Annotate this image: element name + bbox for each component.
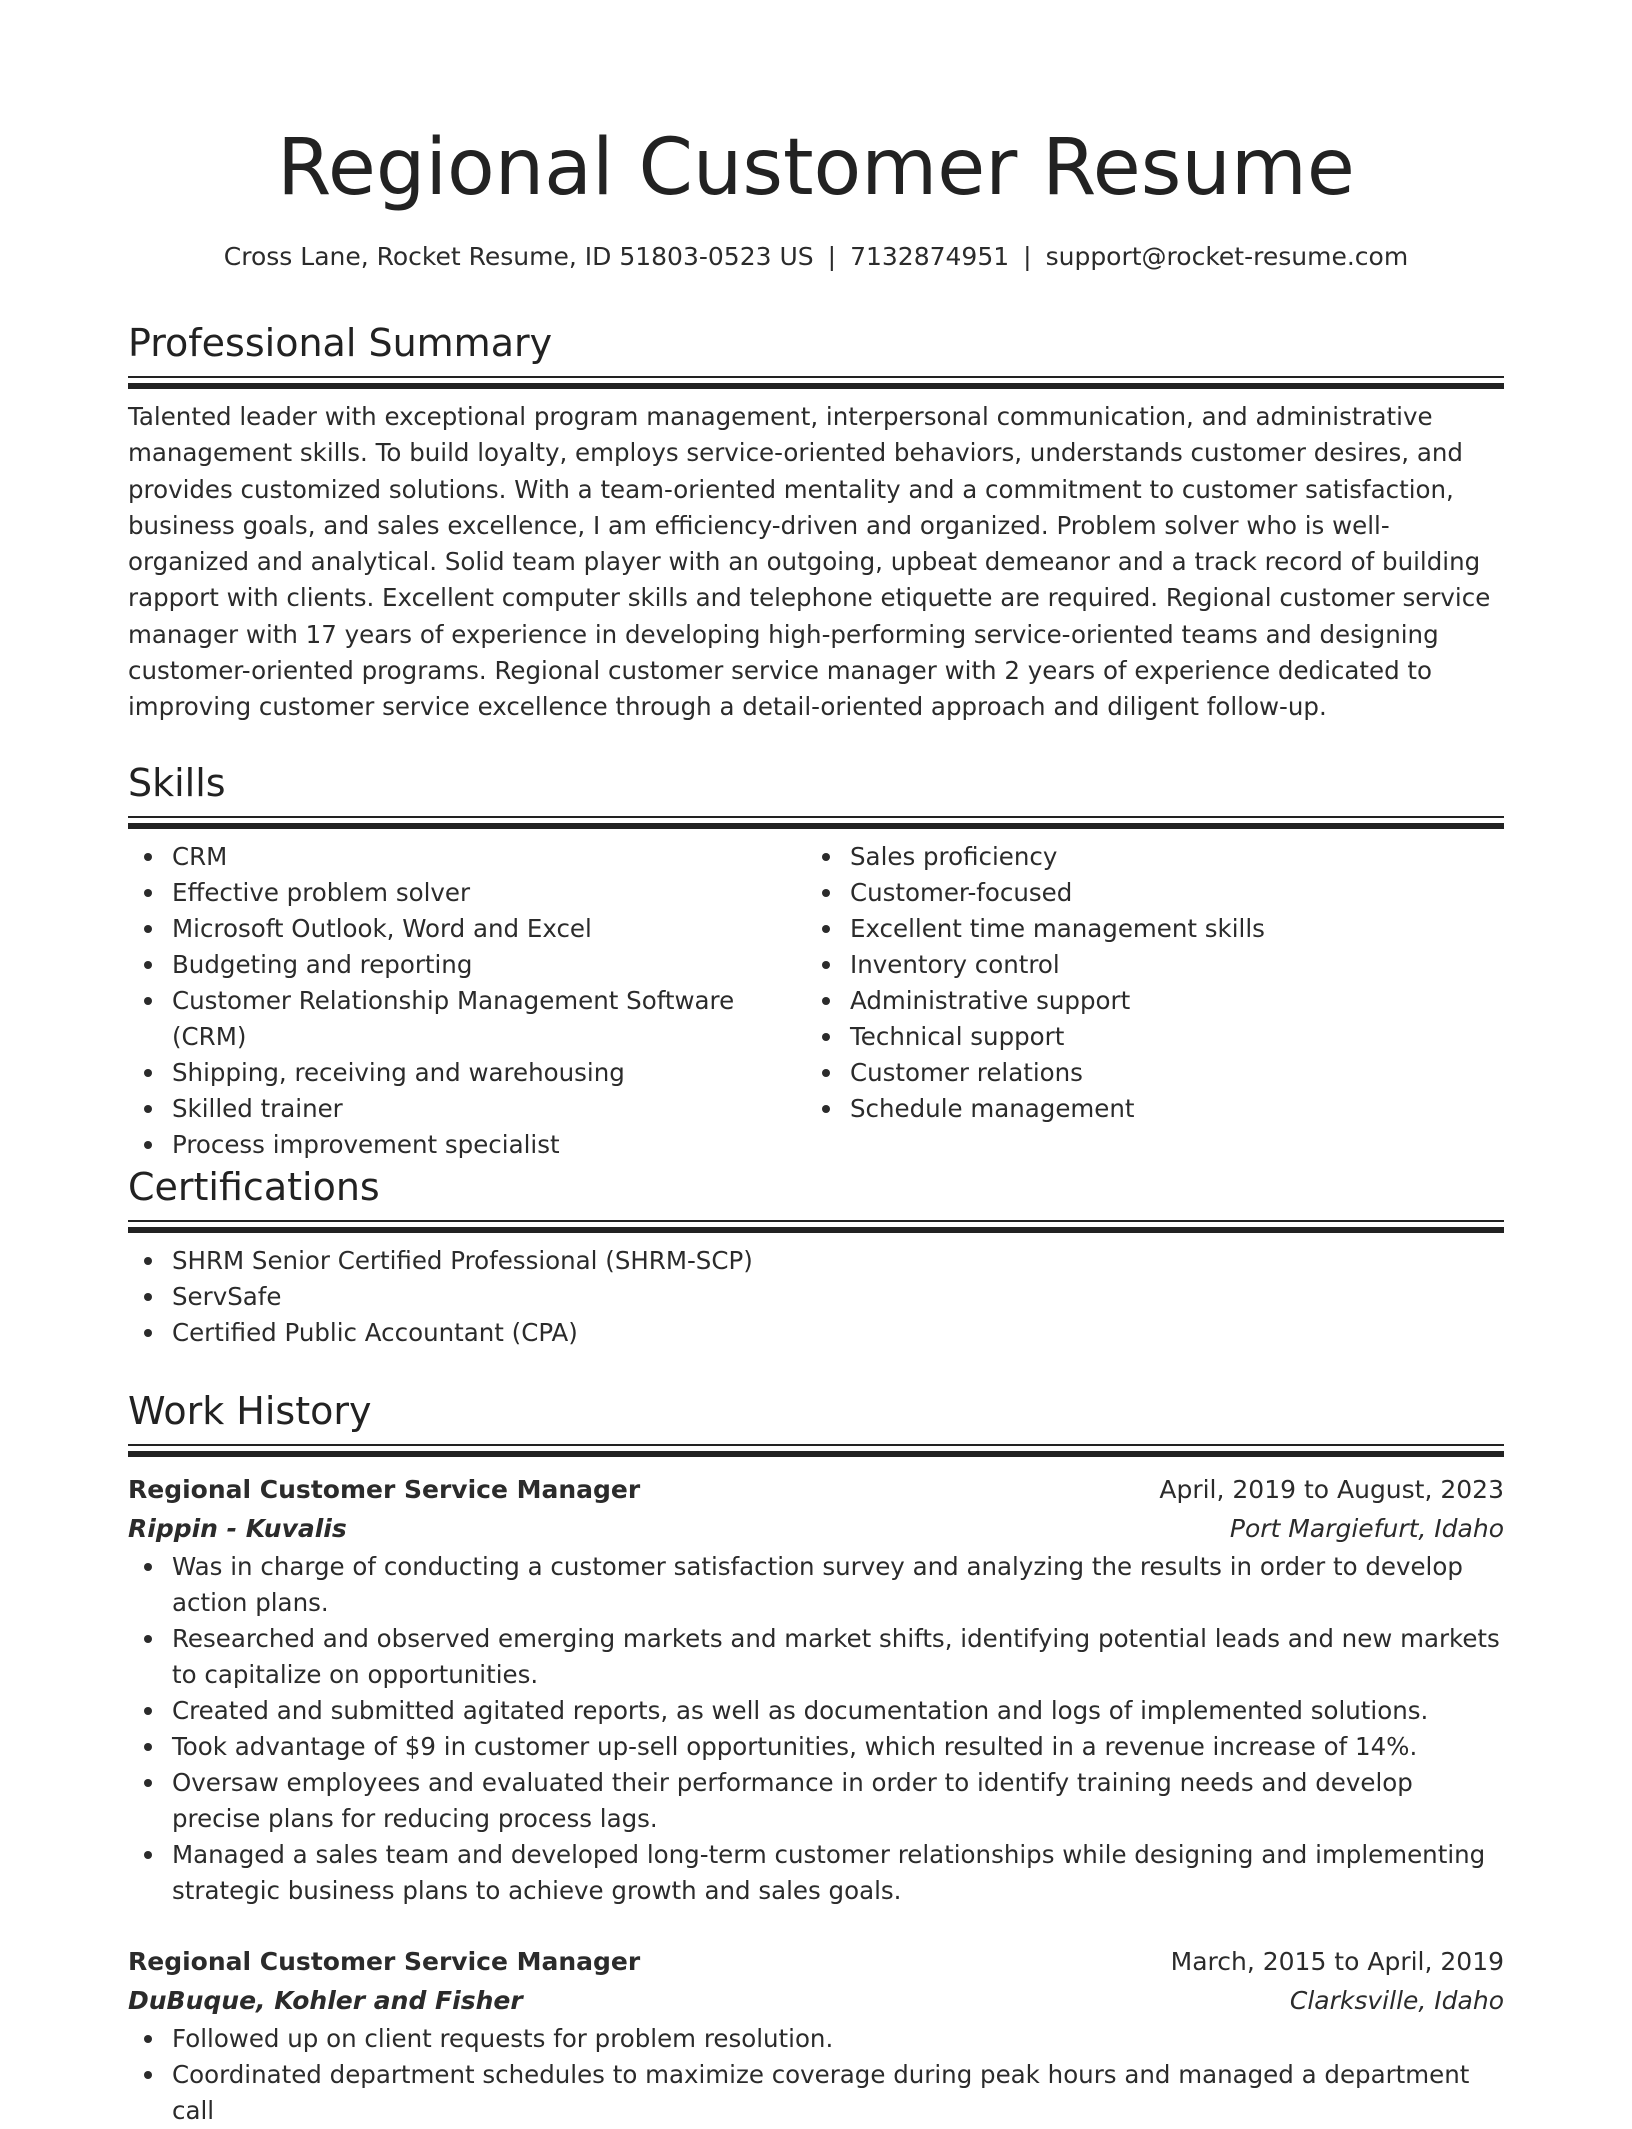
section-divider [128,816,1504,829]
job-dates: April, 2019 to August, 2023 [1159,1475,1504,1504]
skill-item: Customer-focused [806,875,1484,911]
resume-title: Regional Customer Resume [277,123,1355,213]
job-company: DuBuque, Kohler and Fisher [128,1986,523,2015]
summary-text: Talented leader with exceptional program management, interpersonal communication, and administrative management skills. To build loyalty, employs service-oriented behaviors, understands customer desires, and provides customized solutions. With a team-oriented mentality and a commitment to customer satisfaction, business goals, and sales excellence, I am efficiency-driven and organized. Problem solver who is well-organized and analytical. Solid team player with an outgoing, upbeat demeanor and a track record of building rapport with clients. Excellent computer skills and telephone etiquette are required. Regional customer service manager with 17 years of experience in developing high-performing service-oriented teams and designing customer-oriented programs. Regional customer service manager with 2 years of experience dedicated to improving customer service excellence through a detail-oriented approach and diligent follow-up. [128,402,1491,722]
work-history-section [128,1386,1504,2129]
skill-item: Inventory control [806,947,1484,983]
skill-item: Process improvement specialist [128,1127,806,1163]
certifications-list [128,1243,1504,1351]
certification-item: SHRM Senior Certified Professional (SHRM-SCP) [128,1243,1504,1279]
skills-heading: Skills [128,761,226,805]
skills-list-left [128,839,806,1163]
job-bullet: Took advantage of $9 in customer up-sell opportunities, which resulted in a revenue increase of 14%. [128,1729,1504,1765]
job-company: Rippin - Kuvalis [128,1514,347,1543]
section-divider [128,376,1504,389]
skill-item: Customer Relationship Management Software (CRM) [128,983,806,1055]
job-title: Regional Customer Service Manager [128,1947,641,1976]
skill-item: Excellent time management skills [806,911,1484,947]
job-location: Port Margiefurt, Idaho [1229,1514,1504,1543]
contact-address: Cross Lane, Rocket Resume, ID 51803-0523 US [223,242,814,271]
skill-item: Technical support [806,1019,1484,1055]
skill-item: Shipping, receiving and warehousing [128,1055,806,1091]
job-bullet: Was in charge of conducting a customer satisfaction survey and analyzing the results in order to develop action plans. [128,1549,1504,1621]
job-header [128,1943,1504,1981]
skill-item: CRM [128,839,806,875]
contact-phone: 7132874951 [850,242,1010,271]
job-entry [128,1471,1504,1909]
section-divider [128,1220,1504,1233]
skill-item: Customer relations [806,1055,1484,1091]
work-history-heading: Work History [128,1389,372,1433]
certifications-heading: Certifications [128,1165,380,1209]
job-bullet: Oversaw employees and evaluated their performance in order to identify training needs and develop precise plans for reducing process lags. [128,1765,1504,1837]
job-title: Regional Customer Service Manager [128,1475,641,1504]
certification-item: Certified Public Accountant (CPA) [128,1315,1504,1351]
job-header [128,1471,1504,1509]
job-bullet: Managed a sales team and developed long-term customer relationships while designing and implementing strategic business plans to achieve growth and sales goals. [128,1837,1504,1909]
job-bullet: Followed up on client requests for problem resolution. [128,2021,1504,2057]
section-divider [128,1444,1504,1457]
summary-section [128,318,1504,726]
skill-item: Effective problem solver [128,875,806,911]
job-bullet: Created and submitted agitated reports, as well as documentation and logs of implemented solutions. [128,1693,1504,1729]
contact-line [128,240,1504,274]
job-bullets [128,2021,1504,2129]
job-subheader [128,1509,1504,1549]
skill-item: Sales proficiency [806,839,1484,875]
certifications-section [128,1162,1504,1351]
summary-heading: Professional Summary [128,321,553,365]
skill-item: Skilled trainer [128,1091,806,1127]
job-entry [128,1943,1504,2129]
skills-list-right [806,839,1484,1163]
contact-email: support@rocket-resume.com [1045,242,1409,271]
job-location: Clarksville, Idaho [1289,1986,1504,2015]
job-bullet: Researched and observed emerging markets and market shifts, identifying potential leads and new markets to capitalize on opportunities. [128,1621,1504,1693]
contact-separator: | [827,242,837,271]
contact-separator: | [1023,242,1032,271]
job-dates: March, 2015 to April, 2019 [1170,1947,1504,1976]
skills-section [128,758,1504,1163]
skill-item: Budgeting and reporting [128,947,806,983]
certification-item: ServSafe [128,1279,1504,1315]
skills-columns [128,839,1504,1163]
skill-item: Microsoft Outlook, Word and Excel [128,911,806,947]
skill-item: Administrative support [806,983,1484,1019]
job-bullets [128,1549,1504,1909]
job-bullet: Coordinated department schedules to maximize coverage during peak hours and managed a department call [128,2057,1504,2129]
skill-item: Schedule management [806,1091,1484,1127]
job-subheader [128,1981,1504,2021]
